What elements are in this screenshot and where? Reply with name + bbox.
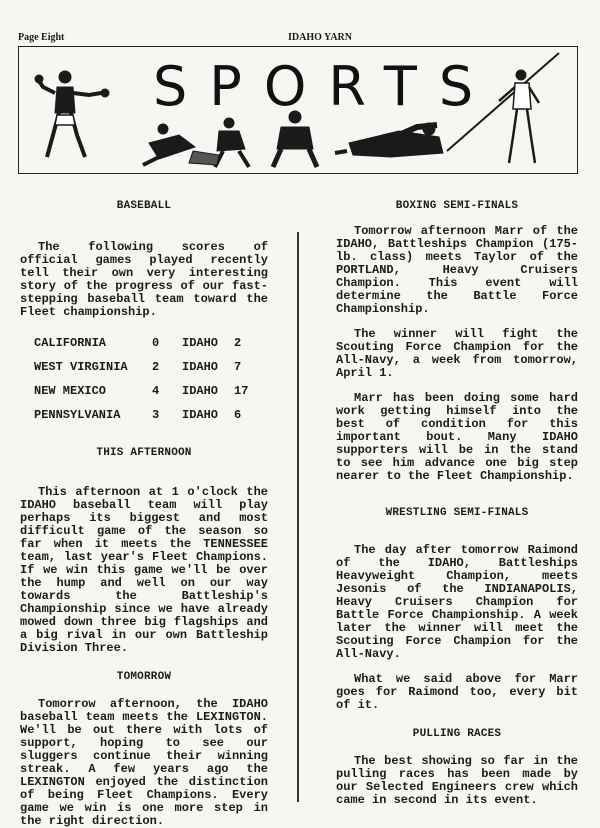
opponent-score: 2 — [152, 360, 160, 374]
pulling-heading: PULLING RACES — [412, 728, 502, 740]
score-row — [34, 361, 268, 385]
page-number: Page Eight — [18, 32, 65, 43]
opponent-team: NEW MEXICO — [34, 384, 107, 398]
boxing-paragraph-1: Tomorrow afternoon Marr of the IDAHO, Battleships Champion (175-lb. class) meets Taylor of the PORTLAND, Heavy Cruisers Champion. This event will determine the Battle Force Championship. — [336, 224, 578, 316]
sports-word: SPORTS — [153, 55, 496, 118]
pulling-paragraph: The best showing so far in the pulling races has been made by our Selected Engineers crew which came in second in its event. — [336, 754, 578, 807]
home-team: IDAHO — [182, 360, 219, 374]
baseball-heading: BASEBALL — [116, 200, 172, 212]
page-header — [18, 32, 578, 46]
home-team: IDAHO — [182, 408, 219, 422]
afternoon-paragraph: This afternoon at 1 o'clock the IDAHO baseball team will play perhaps its biggest and most difficult game of the season so far when it meets the TENNESSEE team, last year's Fleet Champions. If we win this game we'll be over the hump and well on our way towards the Battleship's Championship since we have already mowed down three big flagships and a big rival in our own Battleship Division Three. — [20, 485, 268, 655]
home-score: 6 — [234, 408, 242, 422]
opponent-team: CALIFORNIA — [34, 336, 107, 350]
baseball-intro: The following scores of official games played recently tell their own very interesting story of the progress of our fast-stepping baseball team toward the Fleet championship. — [20, 240, 268, 319]
boxing-heading: BOXING SEMI-FINALS — [395, 200, 519, 212]
score-row — [34, 337, 268, 361]
home-score: 2 — [234, 336, 242, 350]
afternoon-heading: THIS AFTERNOON — [96, 447, 192, 459]
publication-title: IDAHO YARN — [288, 32, 352, 43]
boxer-figure — [35, 71, 109, 157]
right-column — [336, 200, 578, 807]
wrestling-heading: WRESTLING SEMI-FINALS — [385, 507, 529, 519]
opponent-score: 0 — [152, 336, 160, 350]
wrestling-paragraph-2: What we said above for Marr goes for Raimond too, every bit of it. — [336, 672, 578, 712]
home-team: IDAHO — [182, 384, 219, 398]
sports-banner — [18, 46, 578, 174]
score-row — [34, 409, 268, 433]
wrestling-paragraph-1: The day after tomorrow Raimond of the IDAHO, Battleships Heavyweight Champion, meets Jesonis of the INDIANAPOLIS, Heavy Cruisers Champion for Battle Force Championship. A week later the winner will meet the Scouting Force Champion for the All-Navy. — [336, 543, 578, 661]
boxing-paragraph-2: The winner will fight the Scouting Force Champion for the All-Navy, a week from tomorrow, April 1. — [336, 327, 578, 380]
home-score: 17 — [234, 384, 249, 398]
tomorrow-heading: TOMORROW — [116, 671, 172, 683]
column-divider — [297, 232, 299, 802]
score-row — [34, 385, 268, 409]
tomorrow-paragraph: Tomorrow afternoon, the IDAHO baseball team meets the LEXINGTON. We'll be out there with lots of support, hoping to see our sluggers continue their winning streak. A few years ago the LEXINGTON enjoyed the distinction of being Fleet Champions. Every game we win is one more step in the right direction. — [20, 697, 268, 828]
opponent-team: PENNSYLVANIA — [34, 408, 121, 422]
home-score: 7 — [234, 360, 242, 374]
home-team: IDAHO — [182, 336, 219, 350]
opponent-score: 4 — [152, 384, 160, 398]
baseball-figures — [143, 118, 249, 167]
score-table — [34, 337, 268, 433]
left-column — [20, 200, 268, 828]
boxing-paragraph-3: Marr has been doing some hard work getting himself into the best of condition for this important bout. Many IDAHO supporters will be in the stand to see him advance one big step nearer to the Fleet Championship. — [336, 391, 578, 483]
catcher-figure — [273, 111, 317, 167]
wrestler-figures — [335, 123, 443, 157]
opponent-score: 3 — [152, 408, 160, 422]
opponent-team: WEST VIRGINIA — [34, 360, 128, 374]
